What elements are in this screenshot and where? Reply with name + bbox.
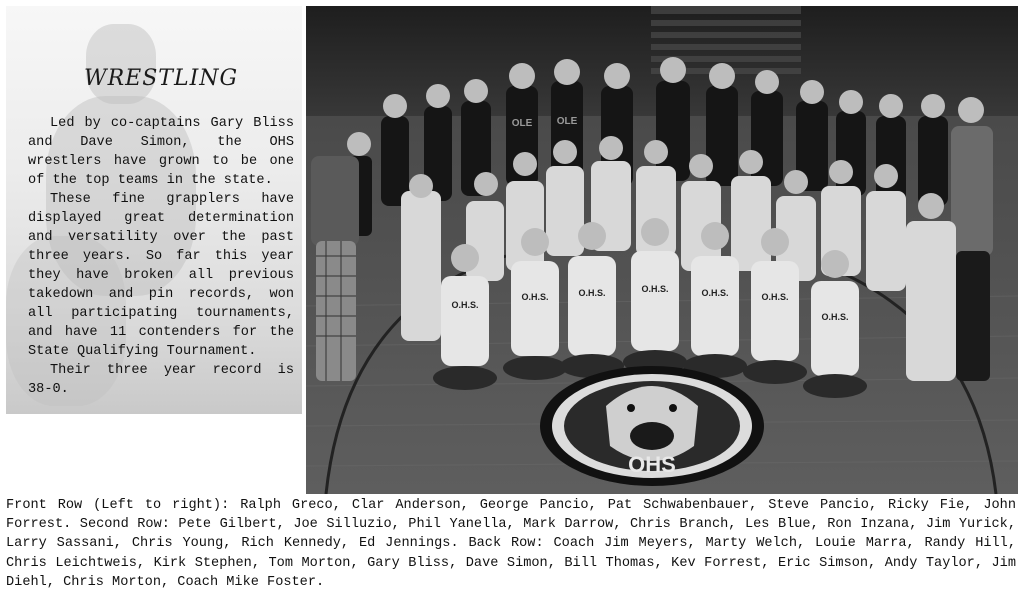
svg-text:O.H.S.: O.H.S.: [578, 288, 606, 298]
article-body: [28, 114, 294, 399]
team-photo-illustration: [306, 6, 1018, 494]
ghost-figure-head: [86, 24, 156, 104]
svg-text:OLE: OLE: [556, 116, 578, 127]
svg-text:O.H.S.: O.H.S.: [821, 312, 849, 322]
article-paragraph: Their three year record is 38-0.: [28, 363, 294, 397]
svg-text:O.H.S.: O.H.S.: [701, 288, 729, 298]
floor-logo: [540, 366, 764, 486]
article-title: WRESTLING: [84, 66, 239, 91]
svg-text:O.H.S.: O.H.S.: [451, 300, 479, 310]
svg-text:OLE: OLE: [511, 118, 533, 129]
article-paragraph: Led by co-captains Gary Bliss and Dave Simon, the OHS wrestlers have grown to be one of the top teams in the state.: [28, 116, 294, 188]
svg-text:O.H.S.: O.H.S.: [641, 284, 669, 294]
photo-caption: Front Row (Left to right): Ralph Greco, Clar Anderson, George Pancio, Pat Schwabenbauer, Steve Pancio, Ricky Fie, John Forrest. Second Row: Pete Gilbert, Joe Silluzio, Phil Yanella, Mark Darrow, Chris Branch, Les Blue, Ron Inzana, Jim Yurick, Larry Sassani, Chris Young, Rich Kennedy, Ed Jennings. Back Row: Coach Jim Meyers, Marty Welch, Louie Marra, Randy Hill, Chris Leichtweis, Kirk Stephen, Tom Morton, Gary Bliss, Dave Simon, Bill Thomas, Kev Forrest, Eric Simson, Andy Taylor, Jim Diehl, Chris Morton, Coach Mike Foster.: [6, 498, 1016, 590]
article-paragraph: These fine grapplers have displayed great determination and versatility over the past three years. So far this year they have broken all previous takedown and pin records, won all participating tournaments, and have 11 contenders for the State Qualifying Tournament.: [28, 192, 294, 359]
faded-background-panel: [6, 6, 302, 414]
team-photo: [306, 6, 1018, 494]
svg-text:O.H.S.: O.H.S.: [761, 292, 789, 302]
svg-text:OHS: OHS: [628, 452, 676, 477]
svg-text:O.H.S.: O.H.S.: [521, 292, 549, 302]
